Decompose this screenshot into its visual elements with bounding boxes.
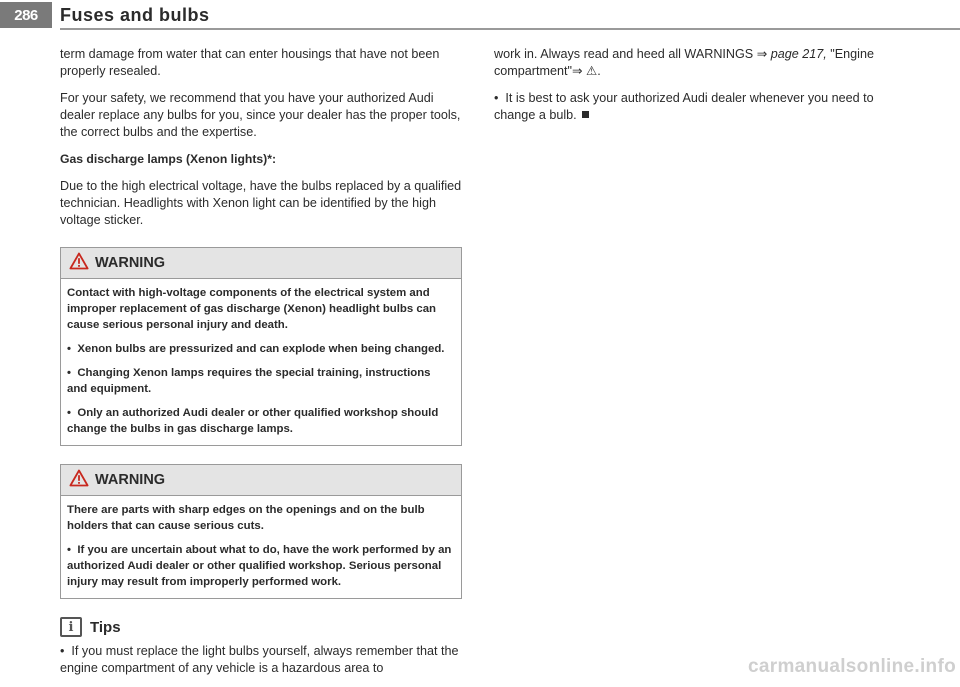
right-column	[494, 46, 894, 134]
warning-title: WARNING	[95, 472, 166, 488]
warning-bullet-text: If you are uncertain about what to do, have the work performed by an authorized Audi dealer or other qualified workshop. Serious personal injury may result from improperly performed work.	[67, 544, 452, 588]
tips-header	[60, 617, 462, 637]
warning-bullet: • Only an authorized Audi dealer or other qualified workshop should change the bulbs in gas discharge lamps.	[67, 407, 439, 435]
warning-bullet-text: Changing Xenon lamps requires the special training, instructions and equipment.	[67, 367, 431, 395]
section-end-marker	[582, 111, 589, 118]
warning-header	[61, 465, 461, 496]
paragraph-water-damage: term damage from water that can enter housings that have not been properly resealed.	[60, 47, 440, 78]
continuation-text-end: "Engine compartment"⇒ ⚠.	[494, 47, 874, 78]
paragraph-safety-dealer: For your safety, we recommend that you have your authorized Audi dealer replace any bulbs for you, since your dealer has the proper tools, the correct bulbs and the expertise.	[60, 91, 461, 139]
watermark: carmanualsonline.info	[748, 656, 956, 677]
warning-body	[61, 496, 461, 598]
warning-bullet-text: Only an authorized Audi dealer or other qualified workshop should change the bulbs in gas discharge lamps.	[67, 407, 439, 435]
warning-header	[61, 248, 461, 279]
warning-triangle-icon	[69, 252, 89, 275]
info-icon: i	[60, 617, 82, 637]
warning-bullet: • If you are uncertain about what to do, have the work performed by an authorized Audi dealer or other qualified workshop. Serious personal injury may result from improperly performed work.	[67, 544, 452, 588]
tips-bullet-text: If you must replace the light bulbs yourself, always remember that the engine compartment of any vehicle is a hazardous area to	[60, 644, 459, 675]
warning-bullet-text: Xenon bulbs are pressurized and can explode when being changed.	[77, 343, 445, 355]
paragraph-xenon-voltage: Due to the high electrical voltage, have the bulbs replaced by a qualified technician. Headlights with Xenon light can be identified by the high voltage sticker.	[60, 179, 462, 227]
warning-bullet: • Xenon bulbs are pressurized and can explode when being changed.	[67, 343, 445, 355]
warning-triangle-icon	[69, 469, 89, 492]
continuation-text: work in. Always read and heed all WARNINGS ⇒	[494, 47, 771, 61]
page-reference-link[interactable]: page 217,	[770, 47, 827, 61]
warning-intro: Contact with high-voltage components of the electrical system and improper replacement of gas discharge (Xenon) headlight bulbs can cause serious personal injury and death.	[67, 287, 436, 331]
header-divider	[60, 28, 960, 30]
tips-bullet: • If you must replace the light bulbs yourself, always remember that the engine compartment of any vehicle is a hazardous area to	[60, 644, 459, 675]
right-bullet-text: It is best to ask your authorized Audi dealer whenever you need to change a bulb.	[494, 91, 874, 122]
tips-title: Tips	[90, 618, 121, 636]
warning-box-xenon	[60, 247, 462, 446]
warning-title: WARNING	[95, 255, 166, 271]
page-number: 286	[0, 2, 52, 28]
warning-box-sharp-edges	[60, 464, 462, 599]
gas-discharge-heading: Gas discharge lamps (Xenon lights)*:	[60, 152, 277, 166]
warning-body	[61, 279, 461, 445]
paragraph-continuation	[494, 46, 894, 80]
warning-intro: There are parts with sharp edges on the openings and on the bulb holders that can cause serious cuts.	[67, 504, 425, 532]
left-column	[60, 46, 462, 687]
page-title: Fuses and bulbs	[60, 5, 210, 25]
right-bullet: • It is best to ask your authorized Audi dealer whenever you need to change a bulb.	[494, 91, 874, 122]
page-header	[0, 0, 960, 30]
warning-bullet: • Changing Xenon lamps requires the special training, instructions and equipment.	[67, 367, 431, 395]
